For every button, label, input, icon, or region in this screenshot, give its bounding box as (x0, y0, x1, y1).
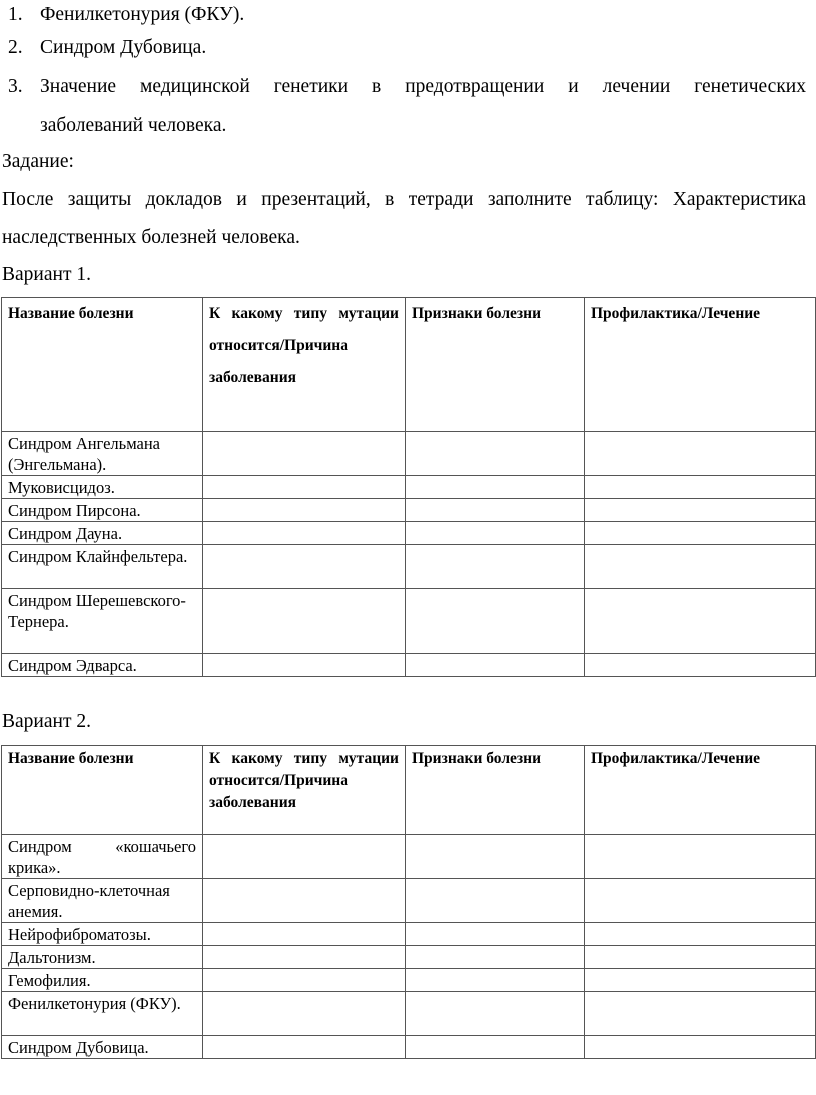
empty-cell[interactable] (406, 499, 585, 522)
empty-cell[interactable] (203, 654, 406, 677)
empty-cell[interactable] (203, 835, 406, 879)
empty-cell[interactable] (406, 589, 585, 654)
list-item: Синдром Дубовица. (40, 37, 207, 58)
table-row (2, 522, 816, 545)
table-row (2, 946, 816, 969)
empty-cell[interactable] (203, 1036, 406, 1059)
empty-cell[interactable] (585, 432, 816, 476)
disease-cell: Синдром Пирсона. (2, 499, 203, 522)
empty-cell[interactable] (406, 969, 585, 992)
table-header-row (2, 746, 816, 835)
empty-cell[interactable] (406, 1036, 585, 1059)
disease-cell: Гемофилия. (2, 969, 203, 992)
empty-cell[interactable] (406, 476, 585, 499)
header-disease-name: Название болезни (2, 746, 203, 835)
empty-cell[interactable] (203, 522, 406, 545)
table-row (2, 992, 816, 1036)
variant-2-label: Вариант 2. (2, 711, 91, 732)
list-item: Фенилкетонурия (ФКУ). (40, 4, 245, 25)
empty-cell[interactable] (203, 923, 406, 946)
empty-cell[interactable] (585, 879, 816, 923)
empty-cell[interactable] (585, 835, 816, 879)
empty-cell[interactable] (406, 545, 585, 589)
empty-cell[interactable] (585, 969, 816, 992)
empty-cell[interactable] (406, 835, 585, 879)
empty-cell[interactable] (406, 946, 585, 969)
empty-cell[interactable] (585, 923, 816, 946)
empty-cell[interactable] (585, 992, 816, 1036)
disease-cell: Синдром Дауна. (2, 522, 203, 545)
empty-cell[interactable] (203, 545, 406, 589)
variant-2-table (1, 745, 816, 1059)
variant-1-label: Вариант 1. (2, 264, 91, 285)
empty-cell[interactable] (585, 946, 816, 969)
header-symptoms: Признаки болезни (406, 746, 585, 835)
empty-cell[interactable] (585, 1036, 816, 1059)
disease-cell: Серповидно-клеточная анемия. (2, 879, 203, 923)
empty-cell[interactable] (585, 589, 816, 654)
header-prevention: Профилактика/Лечение (585, 746, 816, 835)
disease-cell: Муковисцидоз. (2, 476, 203, 499)
table-row (2, 654, 816, 677)
list-number: 3. (8, 76, 23, 97)
list-number: 1. (8, 4, 23, 25)
disease-cell: Синдром Дубовица. (2, 1036, 203, 1059)
empty-cell[interactable] (585, 499, 816, 522)
empty-cell[interactable] (203, 969, 406, 992)
empty-cell[interactable] (203, 476, 406, 499)
table-row (2, 499, 816, 522)
header-disease-name: Название болезни (2, 298, 203, 432)
empty-cell[interactable] (203, 499, 406, 522)
header-prevention: Профилактика/Лечение (585, 298, 816, 432)
empty-cell[interactable] (406, 654, 585, 677)
empty-cell[interactable] (406, 992, 585, 1036)
header-mutation-type: К какому типу мутации относится/Причина заболевания (203, 746, 406, 835)
disease-cell: Фенилкетонурия (ФКУ). (2, 992, 203, 1036)
disease-cell: Синдром «кошачьего крика». (2, 835, 203, 879)
table-row (2, 432, 816, 476)
list-item-continuation: заболеваний человека. (40, 115, 227, 136)
table-row (2, 589, 816, 654)
empty-cell[interactable] (585, 545, 816, 589)
disease-cell: Дальтонизм. (2, 946, 203, 969)
empty-cell[interactable] (203, 946, 406, 969)
table-row (2, 879, 816, 923)
list-item: Значение медицинской генетики в предотвращении и лечении генетических (40, 76, 806, 97)
header-mutation-type: К какому типу мутации относится/Причина заболевания (203, 298, 406, 432)
empty-cell[interactable] (406, 432, 585, 476)
table-row (2, 923, 816, 946)
disease-cell: Синдром Эдварса. (2, 654, 203, 677)
variant-1-table (1, 297, 816, 677)
empty-cell[interactable] (203, 879, 406, 923)
empty-cell[interactable] (406, 923, 585, 946)
list-number: 2. (8, 37, 23, 58)
header-symptoms: Признаки болезни (406, 298, 585, 432)
disease-cell: Синдром Ангельмана (Энгельмана). (2, 432, 203, 476)
task-text: После защиты докладов и презентаций, в тетради заполните таблицу: Характеристика (2, 189, 806, 210)
table-row (2, 969, 816, 992)
empty-cell[interactable] (585, 476, 816, 499)
empty-cell[interactable] (203, 992, 406, 1036)
task-text-continuation: наследственных болезней человека. (2, 227, 300, 248)
empty-cell[interactable] (203, 589, 406, 654)
empty-cell[interactable] (585, 522, 816, 545)
empty-cell[interactable] (406, 522, 585, 545)
table-row (2, 476, 816, 499)
disease-cell: Синдром Шерешевского-Тернера. (2, 589, 203, 654)
table-row (2, 1036, 816, 1059)
empty-cell[interactable] (203, 432, 406, 476)
disease-cell: Нейрофиброматозы. (2, 923, 203, 946)
empty-cell[interactable] (406, 879, 585, 923)
table-header-row (2, 298, 816, 432)
disease-cell: Синдром Клайнфельтера. (2, 545, 203, 589)
task-label: Задание: (2, 151, 74, 172)
table-row (2, 835, 816, 879)
table-row (2, 545, 816, 589)
empty-cell[interactable] (585, 654, 816, 677)
